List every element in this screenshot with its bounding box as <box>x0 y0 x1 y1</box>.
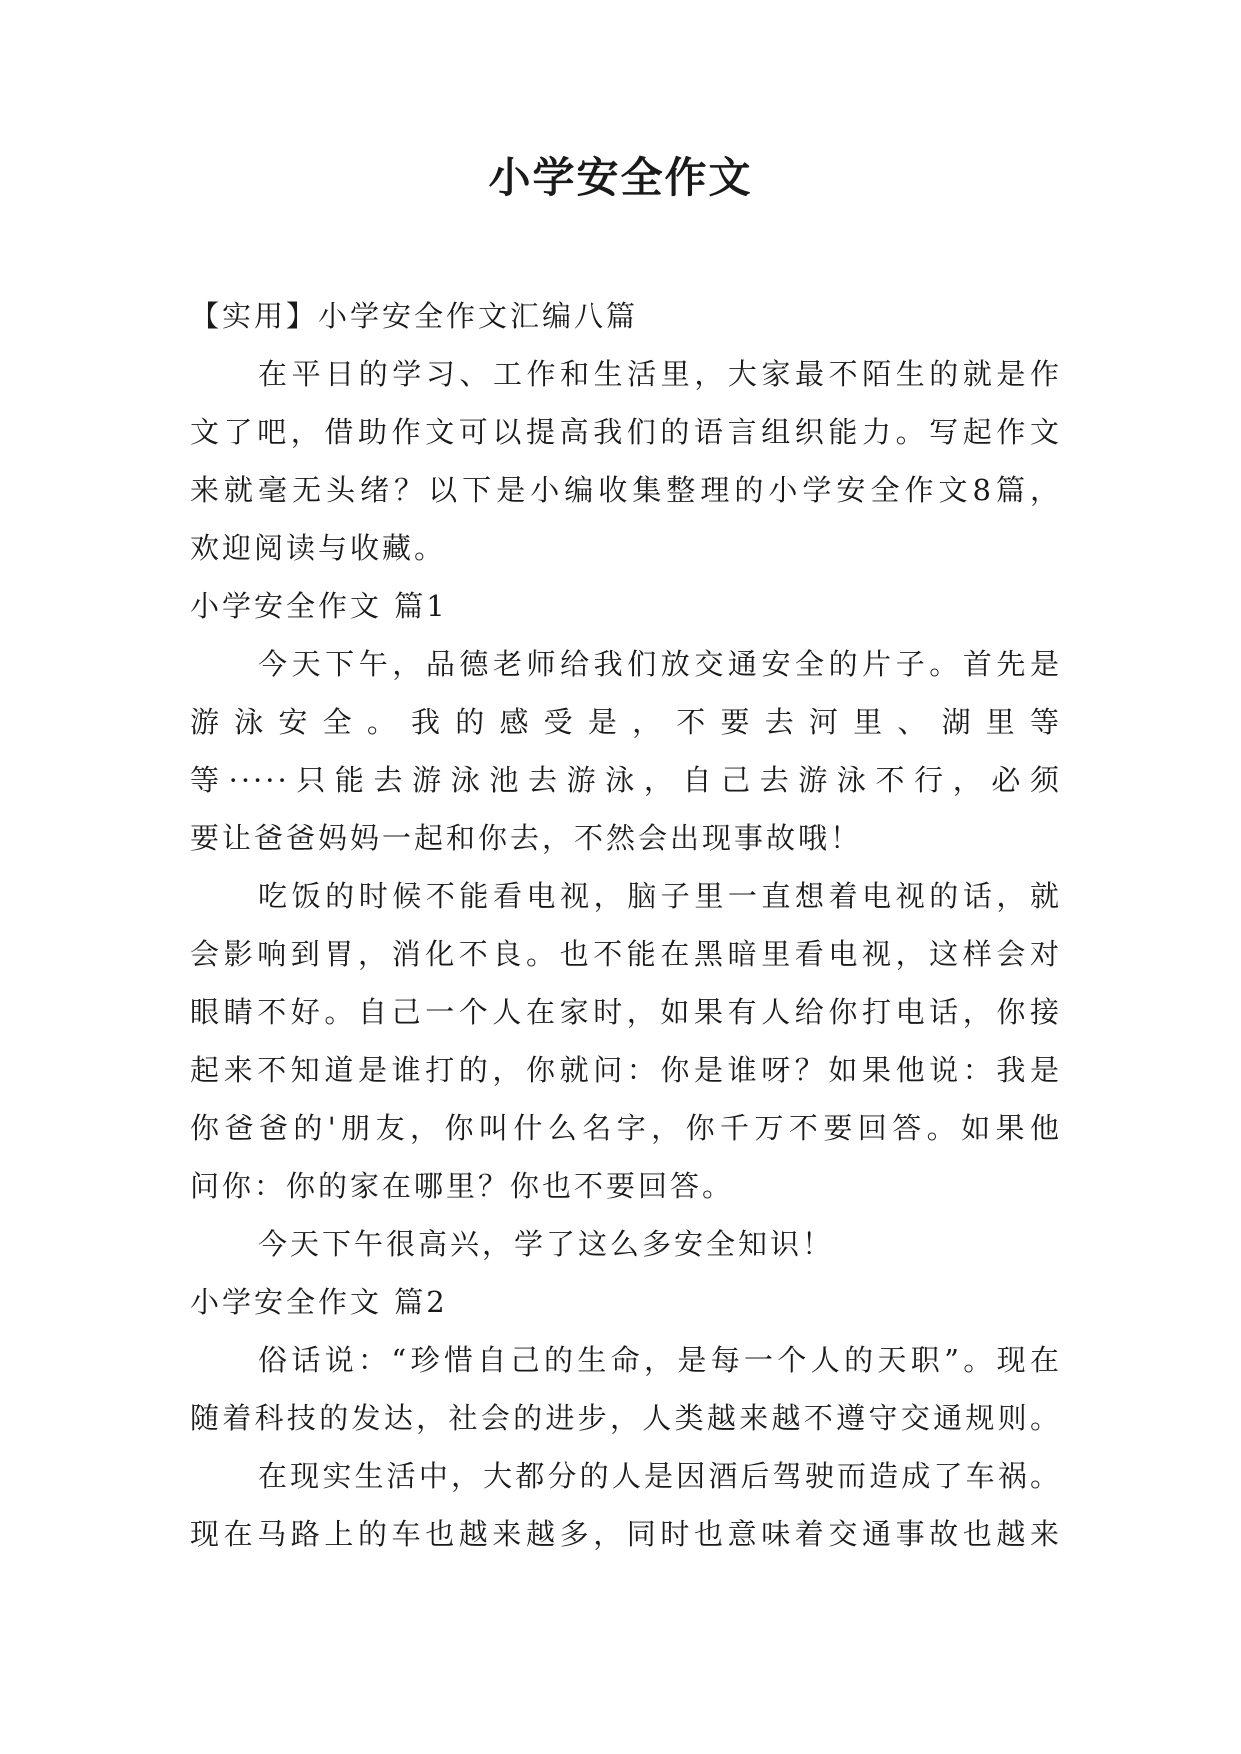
text-line: 吃饭的时候不能看电视，脑子里一直想着电视的话，就 <box>258 879 1062 913</box>
text-line: 小学安全作文 篇2 <box>190 1285 448 1319</box>
text-line: 俗话说：“珍惜自己的生命，是每一个人的天职”。现在 <box>258 1343 1062 1377</box>
text-line: 会影响到胃，消化不良。也不能在黑暗里看电视，这样会对 <box>190 937 1062 971</box>
text-line: 等·····只能去游泳池去游泳，自己去游泳不行，必须 <box>190 763 1062 797</box>
text-line: 今天下午，品德老师给我们放交通安全的片子。首先是 <box>258 647 1062 681</box>
text-line: 今天下午很高兴，学了这么多安全知识！ <box>258 1227 835 1261</box>
document-body <box>190 287 1062 1563</box>
text-line: 【实用】小学安全作文汇编八篇 <box>190 299 639 333</box>
text-line: 眼睛不好。自己一个人在家时，如果有人给你打电话，你接 <box>190 995 1062 1029</box>
text-line: 来就毫无头绪？以下是小编收集整理的小学安全作文8篇， <box>190 473 1062 507</box>
text-line: 文了吧，借助作文可以提高我们的语言组织能力。写起作文 <box>190 415 1062 449</box>
text-line: 随着科技的发达，社会的进步，人类越来越不遵守交通规则。 <box>190 1401 1062 1435</box>
text-line: 要让爸爸妈妈一起和你去，不然会出现事故哦！ <box>190 821 863 855</box>
text-line: 游泳安全。我的感受是，不要去河里、湖里等 <box>190 705 1062 739</box>
text-line: 问你：你的家在哪里？你也不要回答。 <box>190 1169 735 1203</box>
text-line: 在平日的学习、工作和生活里，大家最不陌生的就是作 <box>258 357 1062 391</box>
text-line: 现在马路上的车也越来越多，同时也意味着交通事故也越来 <box>190 1517 1062 1551</box>
text-line: 欢迎阅读与收藏。 <box>190 531 447 565</box>
document-title: 小学安全作文 <box>488 153 753 202</box>
text-line: 在现实生活中，大都分的人是因酒后驾驶而造成了车祸。 <box>258 1459 1062 1493</box>
text-line: 起来不知道是谁打的，你就问：你是谁呀？如果他说：我是 <box>190 1053 1062 1087</box>
text-line: 你爸爸的'朋友，你叫什么名字，你千万不要回答。如果他 <box>190 1111 1062 1145</box>
text-line: 小学安全作文 篇1 <box>190 589 448 623</box>
